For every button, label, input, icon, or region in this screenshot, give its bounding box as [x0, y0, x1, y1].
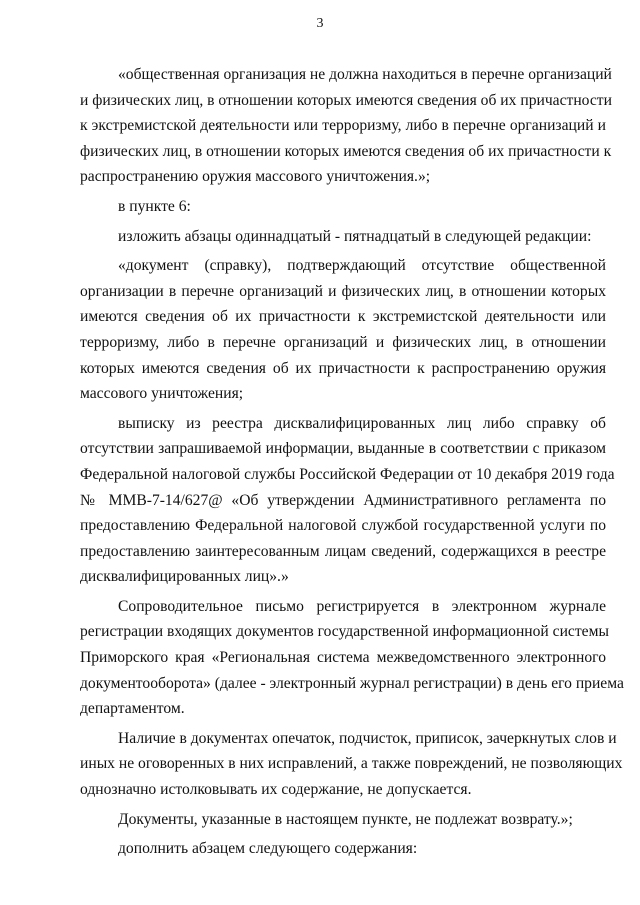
text-line: и физических лиц, в отношении которых имеются сведения об их причастности [80, 91, 612, 109]
paragraph [80, 194, 606, 220]
text-line: однозначно истолковывать их содержание, не допускается. [80, 781, 472, 799]
text-line: имеются сведения об их причастности к экстремистской деятельности или [80, 308, 606, 326]
text-line: терроризму, либо в перечне организаций и физических лиц, в отношении [80, 333, 606, 351]
paragraph [80, 62, 612, 190]
text-line: которых имеются сведения об их причастности к распространению оружия [80, 359, 606, 377]
text-line: Документы, указанные в настоящем пункте, не подлежат возврату.»; [118, 810, 573, 828]
text-line: предоставлению Федеральной налоговой службой государственной услуги по [80, 517, 606, 535]
paragraph [80, 836, 606, 862]
paragraph [80, 726, 623, 803]
text-line: предоставлению заинтересованным лицам сведений, содержащихся в реестре [80, 542, 606, 560]
paragraph [80, 224, 606, 250]
text-line: № ММВ-7-14/627@ «Об утверждении Административного регламента по [80, 491, 606, 509]
text-line: дополнить абзацем следующего содержания: [118, 840, 418, 858]
text-line: департаментом. [80, 700, 185, 718]
text-line: организации в перечне организаций и физических лиц, в отношении которых [80, 282, 606, 300]
paragraph [80, 411, 615, 590]
text-line: Сопроводительное письмо регистрируется в электронном журнале [118, 597, 606, 615]
text-line: к экстремистской деятельности или терроризму, либо в перечне организаций и [80, 117, 606, 135]
text-line: Наличие в документах опечаток, подчисток, приписок, зачеркнутых слов и [118, 729, 617, 747]
paragraph [80, 594, 624, 722]
text-line: выписку из реестра дисквалифицированных лиц либо справку об [118, 414, 606, 432]
text-line: «документ (справку), подтверждающий отсутствие общественной [118, 257, 606, 275]
text-line: распространению оружия массового уничтожения.»; [80, 168, 431, 186]
text-line: в пункте 6: [118, 197, 191, 215]
text-line: регистрации входящих документов государственной информационной системы [80, 623, 609, 641]
text-line: Приморского края «Региональная система межведомственного электронного [80, 649, 606, 667]
paragraph [80, 253, 606, 407]
text-line: дисквалифицированных лиц».» [80, 568, 289, 586]
text-line: изложить абзацы одиннадцатый - пятнадцатый в следующей редакции: [118, 227, 592, 245]
text-line: отсутствии запрашиваемой информации, выданные в соответствии с приказом [80, 440, 606, 458]
text-line: иных не оговоренных в них исправлений, а также повреждений, не позволяющих [80, 755, 623, 773]
paragraph [80, 807, 606, 833]
document-body [80, 62, 624, 862]
text-line: массового уничтожения; [80, 385, 244, 403]
page-number: 3 [316, 16, 324, 31]
text-line: «общественная организация не должна находиться в перечне организаций [118, 66, 612, 83]
text-line: физических лиц, в отношении которых имеются сведения об их причастности к [80, 142, 612, 160]
text-line: Федеральной налоговой службы Российской Федерации от 10 декабря 2019 года [80, 465, 615, 483]
text-line: документооборота» (далее - электронный журнал регистрации) в день его приема [80, 674, 624, 692]
